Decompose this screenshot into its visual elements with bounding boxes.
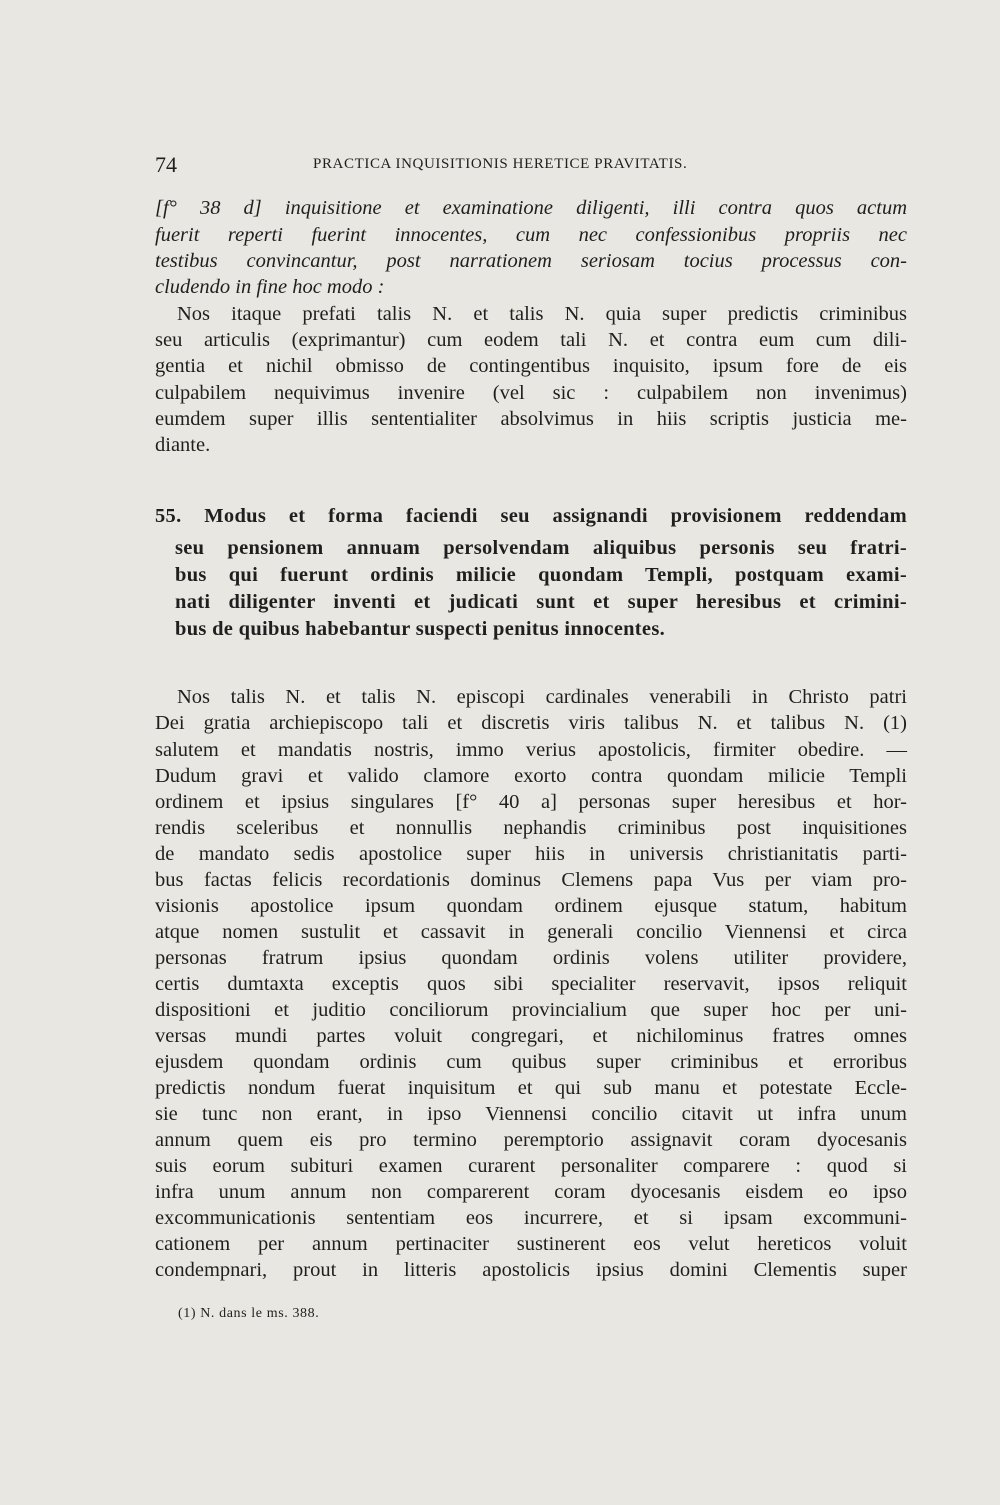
text-line: cludendo in fine hoc modo : xyxy=(155,276,385,298)
text-line: personas fratrum ipsius quondam ordinis volens utiliter providere, xyxy=(155,947,907,969)
section-heading: nati diligenter inventi et judicati sunt et super heresibus et crimini- xyxy=(175,591,907,613)
running-title: PRACTICA INQUISITIONIS HERETICE PRAVITATIS. xyxy=(313,156,688,172)
text-line: annum quem eis pro termino peremptorio assignavit coram dyocesanis xyxy=(155,1129,907,1151)
text-line: eumdem super illis sententialiter absolvimus in hiis scriptis justicia me- xyxy=(155,408,907,430)
section-heading: 55. Modus et forma faciendi seu assignandi provisionem reddendam xyxy=(155,505,907,527)
text-line: salutem et mandatis nostris, immo verius apostolicis, firmiter obedire. — xyxy=(155,739,907,761)
text-line: Dudum gravi et valido clamore exorto contra quondam milicie Templi xyxy=(155,765,907,787)
section-heading: bus qui fuerunt ordinis milicie quondam Templi, postquam exami- xyxy=(175,564,907,586)
text-line: testibus convincantur, post narrationem seriosam tocius processus con- xyxy=(155,250,907,272)
page-header xyxy=(155,152,905,182)
text-line: suis eorum subituri examen curarent personaliter comparere : quod si xyxy=(155,1155,907,1177)
text-line: ejusdem quondam ordinis cum quibus super criminibus et erroribus xyxy=(155,1051,907,1073)
text-line: atque nomen sustulit et cassavit in generali concilio Viennensi et circa xyxy=(155,921,907,943)
text-line: gentia et nichil obmisso de contingentibus inquisito, ipsum fore de eis xyxy=(155,355,907,377)
section-heading: bus de quibus habebantur suspecti penitus innocentes. xyxy=(175,618,666,640)
page-number: 74 xyxy=(155,152,177,177)
text-line: bus factas felicis recordationis dominus Clemens papa Vus per viam pro- xyxy=(155,869,907,891)
text-line: Dei gratia archiepiscopo tali et discretis viris talibus N. et talibus N. (1) xyxy=(155,712,907,734)
text-line: fuerit reperti fuerint innocentes, cum nec confessionibus propriis nec xyxy=(155,224,907,246)
text-line: de mandato sedis apostolice super hiis in universis christianitatis parti- xyxy=(155,843,907,865)
section-heading: seu pensionem annuam persolvendam aliquibus personis seu fratri- xyxy=(175,537,907,559)
text-line: culpabilem nequivimus invenire (vel sic : culpabilem non invenimus) xyxy=(155,382,907,404)
text-line: condempnari, prout in litteris apostolicis ipsius domini Clementis super xyxy=(155,1259,907,1281)
text-line: infra unum annum non comparerent coram dyocesanis eisdem eo ipso xyxy=(155,1181,907,1203)
footnote: (1) N. dans le ms. 388. xyxy=(178,1306,320,1321)
text-line: sie tunc non erant, in ipso Viennensi concilio citavit ut infra unum xyxy=(155,1103,907,1125)
text-line: certis dumtaxta exceptis quos sibi specialiter reservavit, ipsos reliquit xyxy=(155,973,907,995)
text-line: Nos talis N. et talis N. episcopi cardinales venerabili in Christo patri xyxy=(177,686,907,708)
text-line: [f° 38 d] inquisitione et examinatione diligenti, illi contra quos actum xyxy=(155,197,907,219)
text-line: predictis nondum fuerat inquisitum et qui sub manu et potestate Eccle- xyxy=(155,1077,907,1099)
text-line: ordinem et ipsius singulares [f° 40 a] personas super heresibus et hor- xyxy=(155,791,907,813)
text-line: cationem per annum pertinaciter sustinerent eos velut hereticos voluit xyxy=(155,1233,907,1255)
text-line: dispositioni et juditio conciliorum provincialium que super hoc per uni- xyxy=(155,999,907,1021)
text-line: diante. xyxy=(155,434,211,456)
text-line: versas mundi partes voluit congregari, et nichilominus fratres omnes xyxy=(155,1025,907,1047)
text-line: excommunicationis sententiam eos incurrere, et si ipsam excommuni- xyxy=(155,1207,907,1229)
text-line: visionis apostolice ipsum quondam ordinem ejusque statum, habitum xyxy=(155,895,907,917)
text-line: rendis sceleribus et nonnullis nephandis criminibus post inquisitiones xyxy=(155,817,907,839)
text-line: seu articulis (exprimantur) cum eodem tali N. et contra eum cum dili- xyxy=(155,329,907,351)
text-line: Nos itaque prefati talis N. et talis N. quia super predictis criminibus xyxy=(177,303,907,325)
